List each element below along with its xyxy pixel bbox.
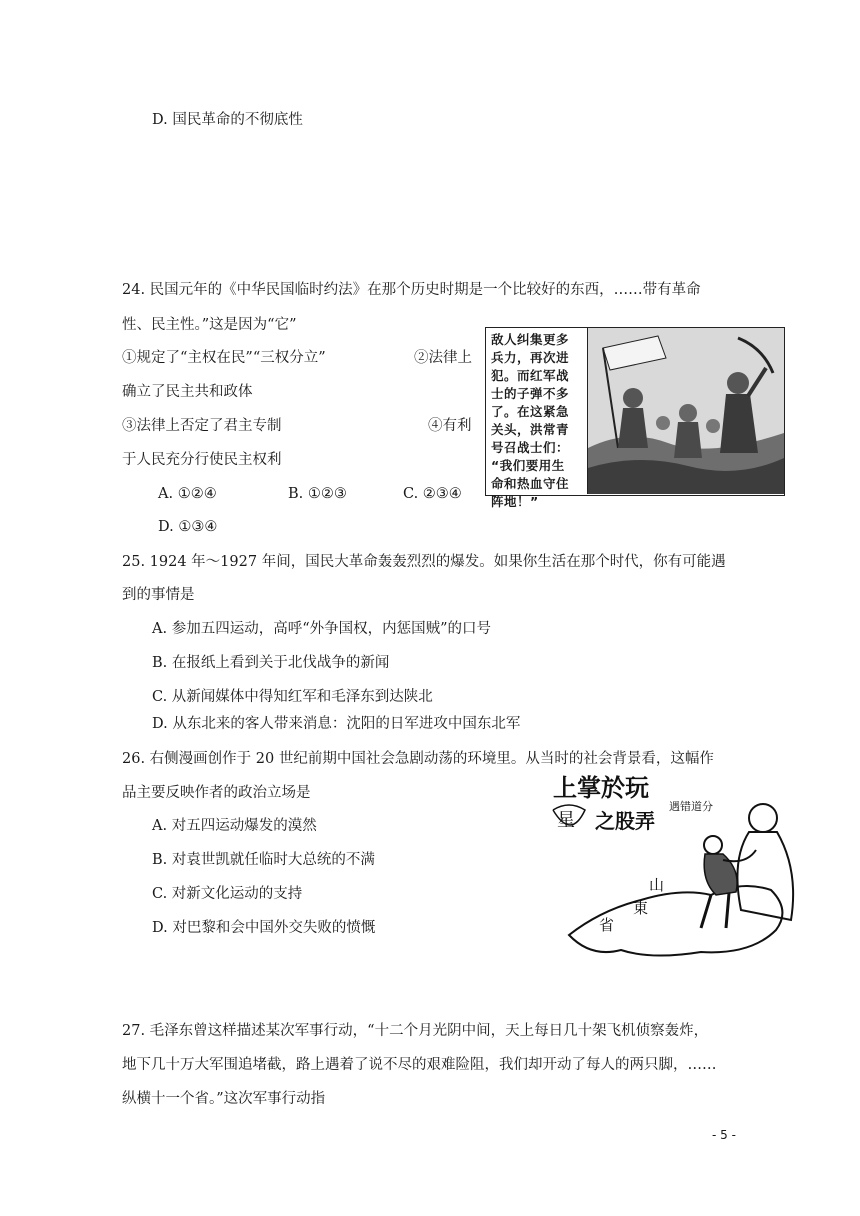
q24-statement-2: ②法律上: [414, 350, 472, 366]
caption-line: 敌人纠集更多: [491, 332, 570, 347]
child-body: [704, 854, 737, 895]
comic-caption: [486, 328, 588, 509]
cartoon-title-bottom: 之股弄: [595, 809, 655, 833]
q26-option-a: A. 对五四运动爆发的漠然: [152, 818, 317, 834]
q24-option-b: B. ①②③: [288, 486, 347, 502]
q26-cartoon: [551, 770, 801, 970]
q27-stem-line1: 27. 毛泽东曾这样描述某次军事行动，“十二个月光阴中间，天上每日几十架飞机侦察轰炸，: [122, 1023, 709, 1039]
caption-line: 阵地！”: [491, 494, 539, 509]
map-label-shan: 山: [649, 876, 665, 894]
q24-stem-line2: 性、民主性。”这是因为“它”: [122, 317, 297, 333]
q24-option-a: A. ①②④: [158, 486, 217, 502]
q25-option-b: B. 在报纸上看到关于北伐战争的新闻: [152, 655, 390, 671]
caption-line: 号召战士们：: [491, 440, 570, 455]
q24-option-c: C. ②③④: [403, 486, 462, 502]
caption-line: 了。在这紧急: [491, 404, 570, 419]
cartoon-sign: 遇错道分: [669, 800, 713, 813]
q24-statement-4-cont: 于人民充分行使民主权利: [122, 452, 282, 468]
old-man-body: [737, 832, 793, 920]
q26-stem-line2: 品主要反映作者的政治立场是: [122, 785, 311, 801]
q24-statement-1: ①规定了“主权在民”“三权分立”: [122, 350, 326, 366]
q25-option-d: D. 从东北来的客人带来消息：沈阳的日军进攻中国东北军: [152, 716, 521, 732]
caption-line: 士的子弹不多: [491, 386, 570, 401]
q23-option-d: D. 国民革命的不彻底性: [152, 112, 303, 128]
q24-option-d: D. ①③④: [158, 519, 218, 535]
caption-line: 关头，洪常青: [491, 422, 570, 437]
child-head: [704, 836, 722, 854]
q24-comic-figure: [485, 327, 785, 509]
page-number: - 5 -: [712, 1128, 736, 1142]
caption-line: 命和热血守住: [491, 476, 570, 491]
q26-option-d: D. 对巴黎和会中国外交失败的愤慨: [152, 920, 376, 936]
soldiers-illustration: [588, 328, 784, 494]
cartoon-stamp: 星: [557, 810, 575, 831]
q25-stem-line2: 到的事情是: [122, 587, 195, 603]
q24-statement-3: ③法律上否定了君主专制: [122, 418, 282, 434]
q27-stem-line3: 纵横十一个省。”这次军事行动指: [122, 1091, 326, 1107]
caption-line: “我们要用生: [491, 458, 565, 473]
caption-line: 犯。而红军战: [491, 368, 570, 383]
q24-statement-2-cont: 确立了民主共和政体: [122, 384, 253, 400]
cartoon-title-top: 上掌於玩: [553, 773, 649, 802]
q25-option-a: A. 参加五四运动，高呼“外争国权，内惩国贼”的口号: [152, 621, 492, 637]
q24-stem-line1: 24. 民国元年的《中华民国临时约法》在那个历史时期是一个比较好的东西，……带有革命: [122, 282, 701, 298]
q26-stem-line1: 26. 右侧漫画创作于 20 世纪前期中国社会急剧动荡的环境里。从当时的社会背景看，这幅作: [122, 751, 714, 767]
old-man-head: [749, 804, 777, 832]
map-label-sheng: 省: [599, 916, 615, 934]
q26-option-c: C. 对新文化运动的支持: [152, 886, 303, 902]
child-legs: [701, 893, 729, 928]
q26-option-b: B. 对袁世凯就任临时大总统的不满: [152, 852, 375, 868]
q25-stem-line1: 25. 1924 年～1927 年间，国民大革命轰轰烈烈的爆发。如果你生活在那个时代，你有可能遇: [122, 554, 726, 570]
caption-line: 兵力，再次进: [491, 350, 570, 365]
q27-stem-line2: 地下几十万大军围追堵截，路上遇着了说不尽的艰难险阻，我们却开动了每人的两只脚，……: [122, 1057, 717, 1073]
map-label-dong: 東: [633, 899, 649, 917]
q24-statement-4: ④有利: [428, 418, 472, 434]
q25-option-c: C. 从新闻媒体中得知红军和毛泽东到达陕北: [152, 689, 433, 705]
